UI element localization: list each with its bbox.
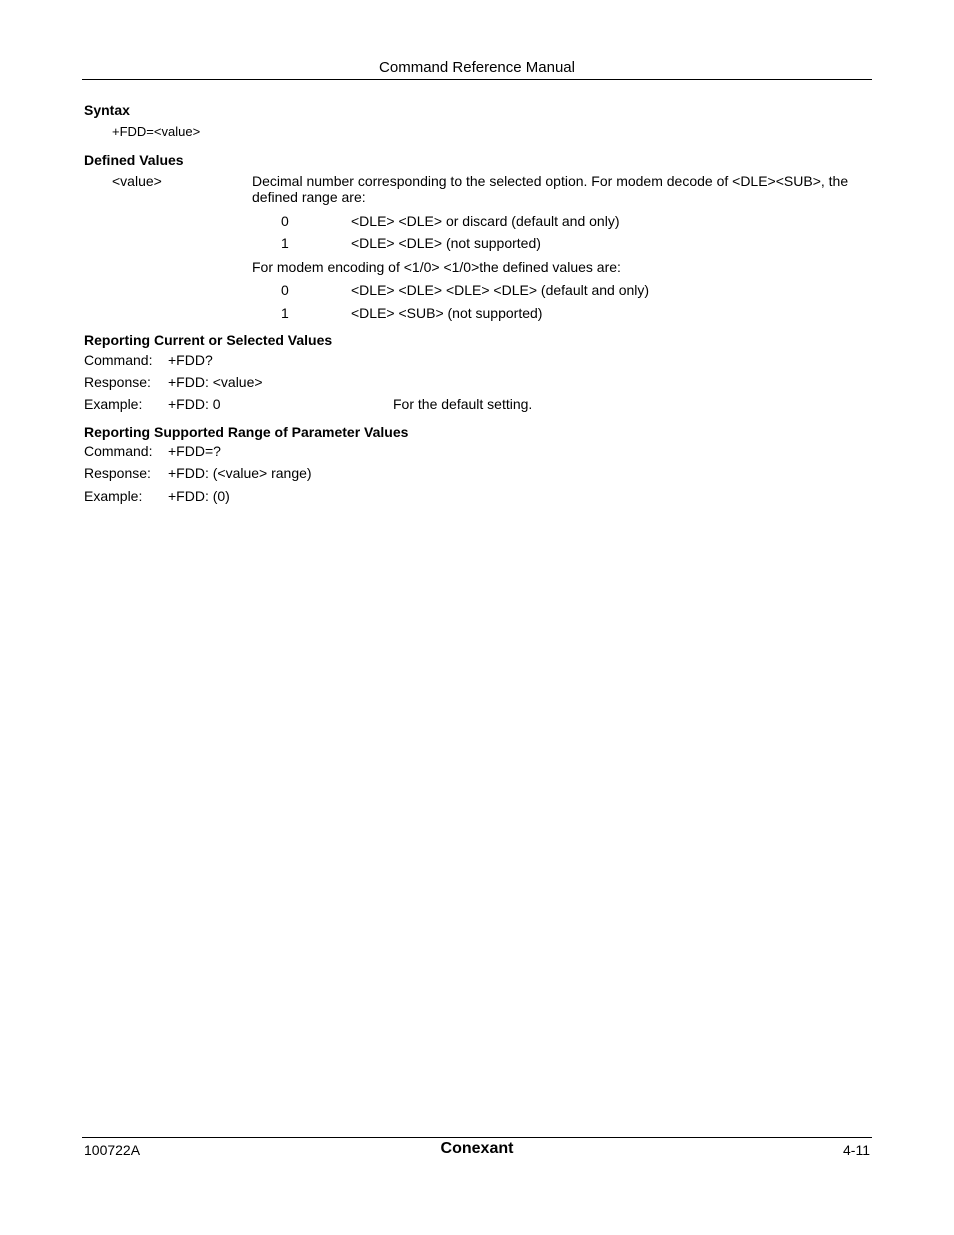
response-value: +FDD: <value> <box>168 374 263 390</box>
encode-option-value: 1 <box>281 305 289 321</box>
defined-values-description-line-2: defined range are: <box>252 189 366 205</box>
defined-values-description-line-1: Decimal number corresponding to the selected option. For modem decode of <DLE><SUB>, the <box>252 173 849 189</box>
command-value: +FDD=? <box>168 443 221 459</box>
example-value: +FDD: (0) <box>168 488 230 504</box>
encode-option-text: <DLE> <SUB> (not supported) <box>351 305 543 321</box>
example-label: Example: <box>84 488 143 504</box>
command-value: +FDD? <box>168 352 213 368</box>
example-label: Example: <box>84 396 143 412</box>
decode-option-text: <DLE> <DLE> or discard (default and only) <box>351 213 620 229</box>
syntax-heading: Syntax <box>84 102 130 118</box>
example-value: +FDD: 0 <box>168 396 221 412</box>
footer-rule <box>82 1137 872 1138</box>
footer-page-number: 4-11 <box>843 1142 870 1158</box>
command-label: Command: <box>84 443 153 459</box>
defined-values-param: <value> <box>112 173 162 189</box>
response-value: +FDD: (<value> range) <box>168 465 312 481</box>
header-rule <box>82 79 872 80</box>
decode-option-value: 0 <box>281 213 289 229</box>
command-label: Command: <box>84 352 153 368</box>
reporting-range-heading: Reporting Supported Range of Parameter Values <box>84 424 409 440</box>
decode-option-text: <DLE> <DLE> (not supported) <box>351 235 541 251</box>
defined-values-heading: Defined Values <box>84 152 184 168</box>
footer-company: Conexant <box>440 1140 514 1157</box>
syntax-command: +FDD=<value> <box>112 124 201 139</box>
decode-option-value: 1 <box>281 235 289 251</box>
encode-option-text: <DLE> <DLE> <DLE> <DLE> (default and only) <box>351 282 650 298</box>
footer-doc-number: 100722A <box>84 1142 141 1158</box>
response-label: Response: <box>84 374 151 390</box>
encode-option-value: 0 <box>281 282 289 298</box>
page-header-title: Command Reference Manual <box>379 59 575 76</box>
reporting-current-heading: Reporting Current or Selected Values <box>84 332 333 348</box>
response-label: Response: <box>84 465 151 481</box>
encoding-intro: For modem encoding of <1/0> <1/0>the defined values are: <box>252 259 621 275</box>
example-note: For the default setting. <box>393 396 533 412</box>
